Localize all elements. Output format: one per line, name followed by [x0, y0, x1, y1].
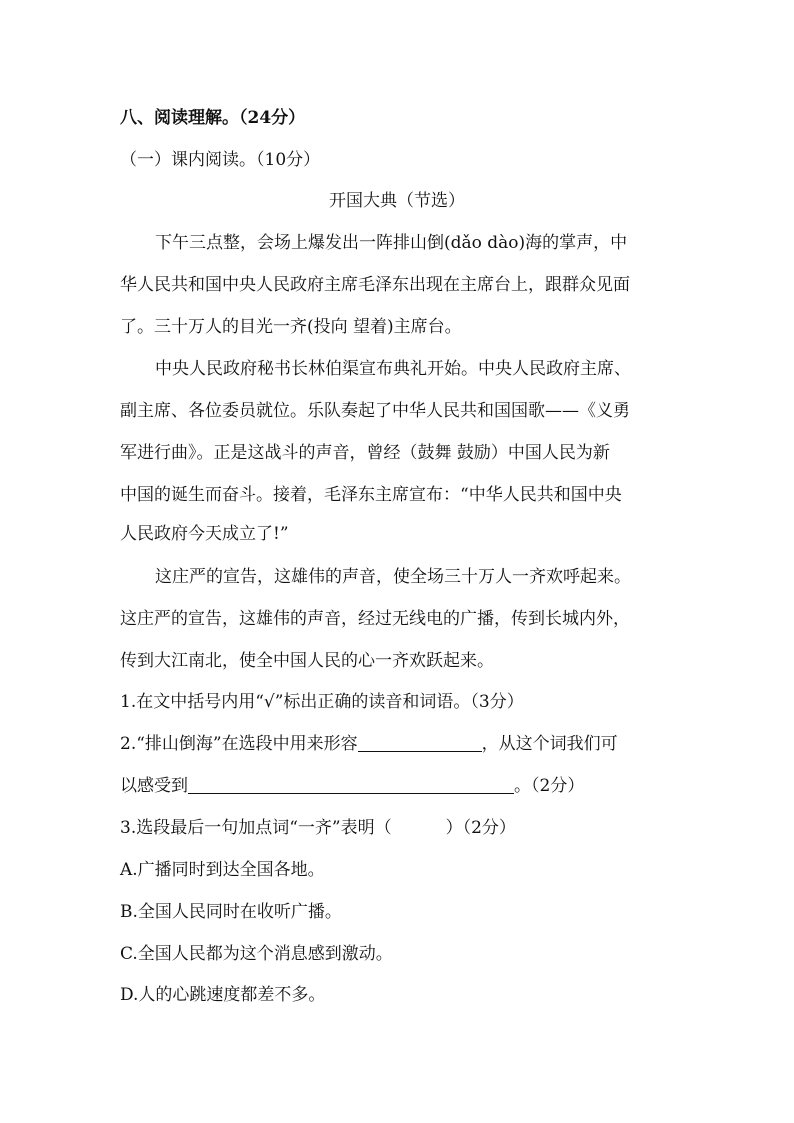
question-2-text: ，从这个词我们可: [481, 734, 618, 754]
question-3-text: 3.选段最后一句加点词“一齐”表明（: [120, 818, 392, 838]
passage-line: 军进行曲》。正是这战斗的声音，曾经（鼓舞 鼓励）中国人民为新: [120, 443, 610, 463]
question-2-text: 以感受到: [120, 776, 188, 796]
passage-line: 人民政府今天成立了!”: [120, 524, 289, 544]
sub-heading: （一）课内阅读。（10分）: [120, 150, 321, 170]
passage-line: 中央人民政府秘书长林伯渠宣布典礼开始。中央人民政府主席、: [155, 359, 631, 379]
question-2: [120, 732, 618, 756]
passage-line: 了。三十万人的目光一齐(投向 望着)主席台。: [120, 317, 462, 337]
passage-line: 这庄严的宣告，这雄伟的声音，经过无线电的广播，传到长城内外，: [120, 609, 630, 629]
option-c: C.全国人民都为这个消息感到激动。: [120, 944, 393, 964]
passage-line: 这庄严的宣告，这雄伟的声音，使全场三十万人一齐欢呼起来。: [155, 567, 631, 587]
answer-blank[interactable]: [358, 733, 482, 752]
question-2-text: 2.“排山倒海”在选段中用来形容: [120, 734, 358, 754]
section-heading: 八、阅读理解。（24分）: [120, 108, 306, 128]
question-2-text: 。（2分）: [514, 776, 585, 796]
passage-line: 华人民共和国中央人民政府主席毛泽东出现在主席台上，跟群众见面: [120, 275, 630, 295]
option-b: B.全国人民同时在收听广播。: [120, 902, 342, 922]
question-2-continued: [120, 774, 584, 798]
question-1: 1.在文中括号内用“√”标出正确的读音和词语。（3分）: [120, 692, 524, 712]
question-3-text: ）（2分）: [445, 818, 516, 838]
passage-title: 开国大典（节选）: [329, 191, 465, 211]
passage-line: 下午三点整，会场上爆发出一阵排山倒(dǎo dào)海的掌声，中: [155, 233, 628, 253]
answer-blank[interactable]: [188, 775, 514, 794]
passage-line: 传到大江南北，使全中国人民的心一齐欢跃起来。: [120, 651, 494, 671]
passage-line: 中国的诞生而奋斗。接着，毛泽东主席宣布：“中华人民共和国中央: [120, 485, 622, 505]
option-d: D.人的心跳速度都差不多。: [120, 985, 326, 1005]
question-3: [120, 816, 516, 840]
passage-line: 副主席、各位委员就位。乐队奏起了中华人民共和国国歌——《义勇: [120, 401, 630, 421]
option-a: A.广播同时到达全国各地。: [120, 860, 325, 880]
